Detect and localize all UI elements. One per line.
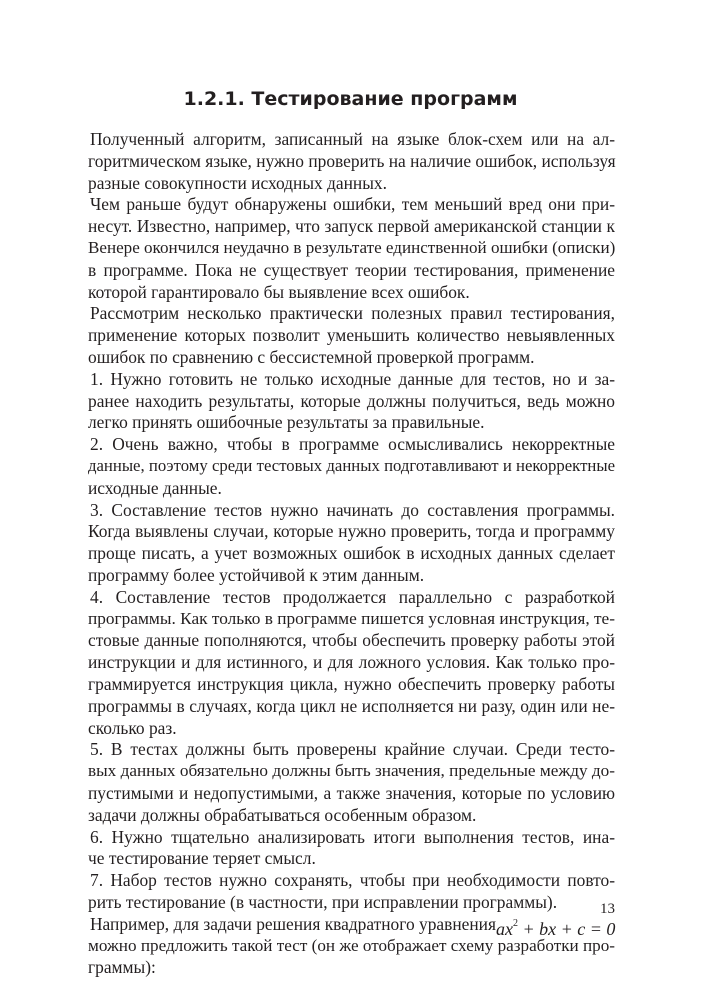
- text-line: че тестирование теряет смысл.: [88, 848, 316, 869]
- text-line: программы. Как только в программе пишется условная инструкция, те-: [88, 608, 615, 628]
- text-line: несут. Известно, например, что запуск первой американской станции к: [88, 216, 615, 237]
- text-line: которой гарантировало бы выявление всех ошибок.: [88, 281, 470, 302]
- section-heading: 1.2.1. Тестирование программ: [183, 88, 518, 110]
- text-line: проще писать, а учет возможных ошибок в исходных данных сделает: [88, 543, 615, 564]
- text-line: данные, поэтому среди тестовых данных подготавливают и некорректные: [88, 456, 615, 475]
- text-line: Чем раньше будут обнаружены ошибки, тем меньший вред они при-: [90, 194, 615, 215]
- text-line: ошибок по сравнению с бессистемной проверкой программ.: [88, 347, 535, 367]
- text-line: сколько раз.: [88, 717, 177, 738]
- text-line: применение которых позволит уменьшить количество невыявленных: [88, 325, 615, 346]
- text-line: горитмическом языке, нужно проверить на наличие ошибок, используя: [88, 150, 616, 171]
- formula-rest: + bx + c = 0: [517, 918, 616, 939]
- text-line: в программе. Пока не существует теории тестирования, применение: [88, 259, 615, 280]
- text-line: задачи должны обрабатываться особенным образом.: [88, 804, 477, 825]
- text-line: программы в случаях, когда цикл не исполняется ни разу, один или не-: [88, 695, 615, 716]
- text-line: разные совокупности исходных данных.: [88, 172, 387, 193]
- text-line: граммируется инструкция цикла, нужно обеспечить проверку работы: [88, 674, 615, 694]
- text-line: ранее находить результаты, которые должны получиться, ведь можно: [88, 390, 615, 411]
- text-line: 1. Нужно готовить не только исходные данные для тестов, но и за-: [90, 368, 615, 389]
- text-line: инструкции и для истинного, и для ложного условия. Как только про-: [88, 652, 615, 673]
- text-line: 7. Набор тестов нужно сохранять, чтобы при необходимости повто-: [90, 870, 615, 891]
- text-line: 6. Нужно тщательно анализировать итоги выполнения тестов, ина-: [90, 826, 615, 847]
- text-line: пустимыми и недопустимыми, а также значения, которые по условию: [88, 783, 615, 803]
- text-line: 4. Составление тестов продолжается параллельно с разработкой: [90, 586, 615, 607]
- text-line: программу более устойчивой к этим данным.: [88, 565, 425, 585]
- text-line: Венере окончился неудачно в результате единственной ошибки (описки): [88, 238, 616, 257]
- text-line: стовые данные пополняются, чтобы обеспечить проверку работы этой: [88, 630, 615, 651]
- text-line: легко принять ошибочные результаты за правильные.: [88, 412, 485, 433]
- text-line: исходные данные.: [88, 477, 222, 498]
- page-number: 13: [600, 901, 615, 917]
- text-line: 5. В тестах должны быть проверены крайние случаи. Среди тесто-: [90, 739, 615, 760]
- equation-line: [90, 913, 616, 939]
- text-line: 2. Очень важно, чтобы в программе осмысливались некорректные: [90, 434, 615, 455]
- text-line: Рассмотрим несколько практически полезных правил тестирования,: [90, 303, 615, 324]
- text-line: можно предложить такой тест (он же отображает схему разработки про-: [88, 935, 615, 955]
- text-line: Когда выявлены случаи, которые нужно проверить, тогда и программу: [88, 521, 615, 542]
- text-line: граммы):: [88, 957, 156, 978]
- text-line: Полученный алгоритм, записанный на языке блок-схем или на ал-: [90, 129, 615, 149]
- formula-exponent: 2: [512, 917, 518, 929]
- text-line: рить тестирование (в частности, при исправлении программы).: [88, 892, 558, 912]
- equation-intro-text: Например, для задачи решения квадратного уравнения: [90, 913, 496, 934]
- text-line: 3. Составление тестов нужно начинать до составления программы.: [90, 499, 615, 520]
- formula-term-ax: ax: [495, 918, 513, 939]
- text-line: вых данных обязательно должны быть значения, предельные между до-: [88, 761, 615, 781]
